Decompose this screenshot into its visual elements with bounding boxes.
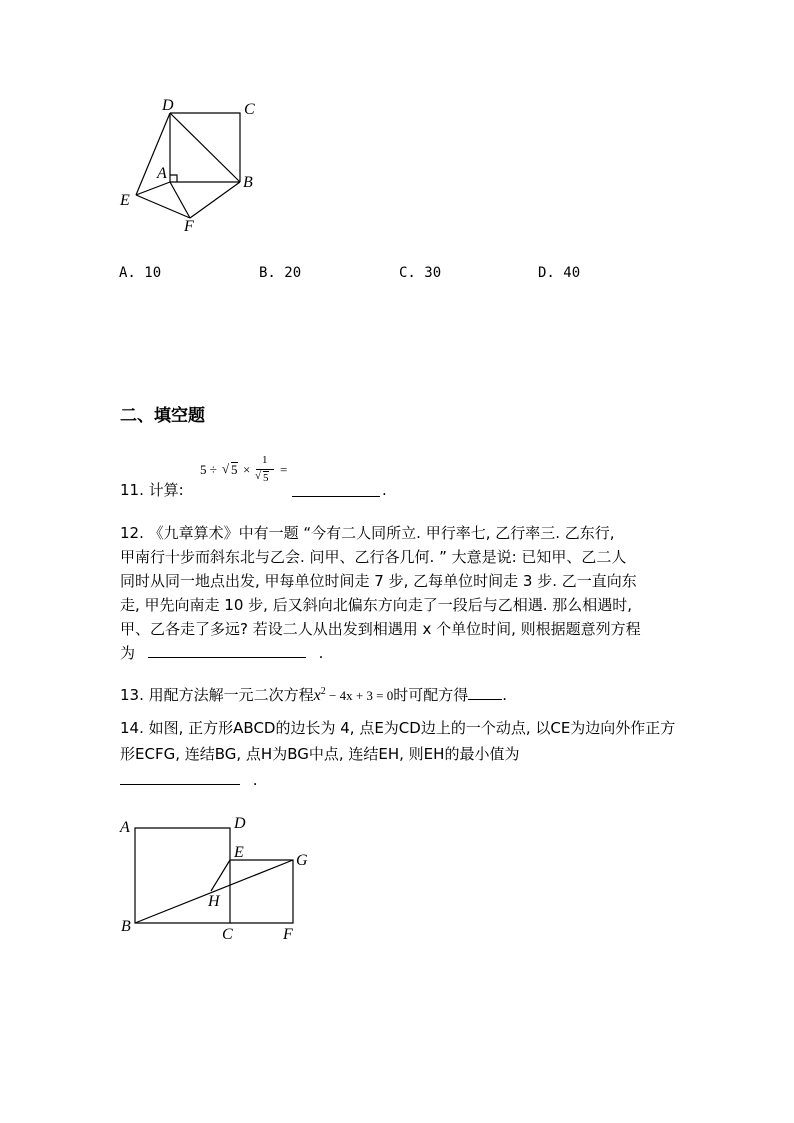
fig1-label-f: F [184, 218, 194, 235]
q11-prefix: 11. 计算: [120, 481, 184, 499]
q12-line-1: 12. 《九章算术》中有一题 “今有二人同所立. 甲行率七, 乙行率三. 乙东行, [120, 524, 615, 542]
fig2-label-h: H [208, 893, 220, 910]
q13-eq-x: x [313, 687, 321, 704]
figure-2-diagram [115, 810, 325, 950]
q11-answer-blank[interactable] [292, 482, 380, 497]
q11-expr-a: 5 ÷ [200, 462, 217, 477]
q14-line-3 [120, 768, 720, 792]
q14-answer-blank[interactable] [120, 770, 240, 785]
q13-suffix-end: . [502, 686, 508, 704]
option-d: D. 40 [538, 265, 581, 281]
fig1-label-b: B [243, 174, 253, 191]
q11-times: × [243, 462, 251, 477]
figure-1 [110, 95, 280, 245]
q12-line-5: 甲、乙各走了多远? 若设二人从出发到相遇用 x 个单位时间, 则根据题意列方程 [120, 620, 641, 638]
fig1-label-d: D [162, 97, 174, 114]
option-b: B. 20 [259, 265, 302, 281]
fig1-ef [136, 195, 190, 218]
question-13 [120, 680, 720, 708]
q11-expression [200, 454, 300, 494]
q12-line-2: 甲南行十步而斜东北与乙会. 问甲、乙行各几何. ” 大意是说: 已知甲、乙二人 [120, 548, 627, 566]
fig1-fb [190, 182, 240, 218]
q12-line-6 [120, 641, 700, 665]
fig2-label-c: C [222, 926, 233, 943]
fig2-bg [135, 860, 293, 923]
question-14 [120, 716, 720, 792]
q13-suffix-mid: 时可配方得 [393, 686, 469, 704]
section-title: 二、填空题 [120, 406, 205, 426]
fig1-label-a: A [157, 165, 167, 182]
q13-prefix: 13. 用配方法解一元二次方程 [120, 686, 314, 704]
q12-answer-blank[interactable] [148, 643, 306, 658]
q11-equals: = [280, 462, 288, 477]
fig2-label-g: G [296, 852, 308, 869]
fig1-label-e: E [120, 192, 130, 209]
q11-suffix: . [382, 481, 387, 499]
fig2-label-d: D [234, 815, 246, 832]
fig2-label-f: F [283, 926, 293, 943]
question-12 [120, 521, 700, 665]
q14-line-1: 14. 如图, 正方形ABCD的边长为 4, 点E为CD边上的一个动点, 以CE为边向外作正方 [120, 719, 676, 737]
option-c: C. 30 [399, 265, 442, 281]
fig2-square-ecfg [230, 860, 293, 923]
fig2-label-e: E [234, 844, 244, 861]
fig1-label-c: C [244, 101, 255, 118]
q13-eq-rest: − 4x + 3 = 0 [325, 688, 394, 703]
q12-line6-suffix: . [318, 644, 324, 662]
fig2-label-b: B [121, 918, 131, 935]
figure-2 [115, 810, 325, 950]
q11-frac-num: 1 [262, 454, 268, 466]
fig1-right-angle-mark [170, 175, 177, 182]
fig1-af [170, 182, 190, 218]
q12-line-3: 同时从同一地点出发, 甲每单位时间走 7 步, 乙每单位时间走 3 步. 乙一直向东 [120, 572, 637, 590]
q14-line-2: 形ECFG, 连结BG, 点H为BG中点, 连结EH, 则EH的最小值为 [120, 745, 520, 763]
q14-line3-suffix: . [252, 771, 258, 789]
question-11 [120, 450, 420, 500]
q12-line-4: 走, 甲先向南走 10 步, 后又斜向北偏东方向走了一段后与乙相遇. 那么相遇时, [120, 596, 633, 614]
q11-sqrt-radicand: 5 [231, 462, 238, 477]
fig2-label-a: A [120, 819, 130, 836]
q11-sqrt-sign: √ [222, 461, 230, 476]
q11-frac-den: 5 [263, 472, 269, 484]
q13-answer-blank[interactable] [468, 685, 502, 700]
q13-eq-exp: 2 [320, 686, 326, 697]
q12-line6-prefix: 为 [120, 644, 136, 662]
option-a: A. 10 [119, 265, 162, 281]
q11-frac-den-sqrt: √ [255, 470, 262, 482]
fig1-db [170, 113, 240, 182]
